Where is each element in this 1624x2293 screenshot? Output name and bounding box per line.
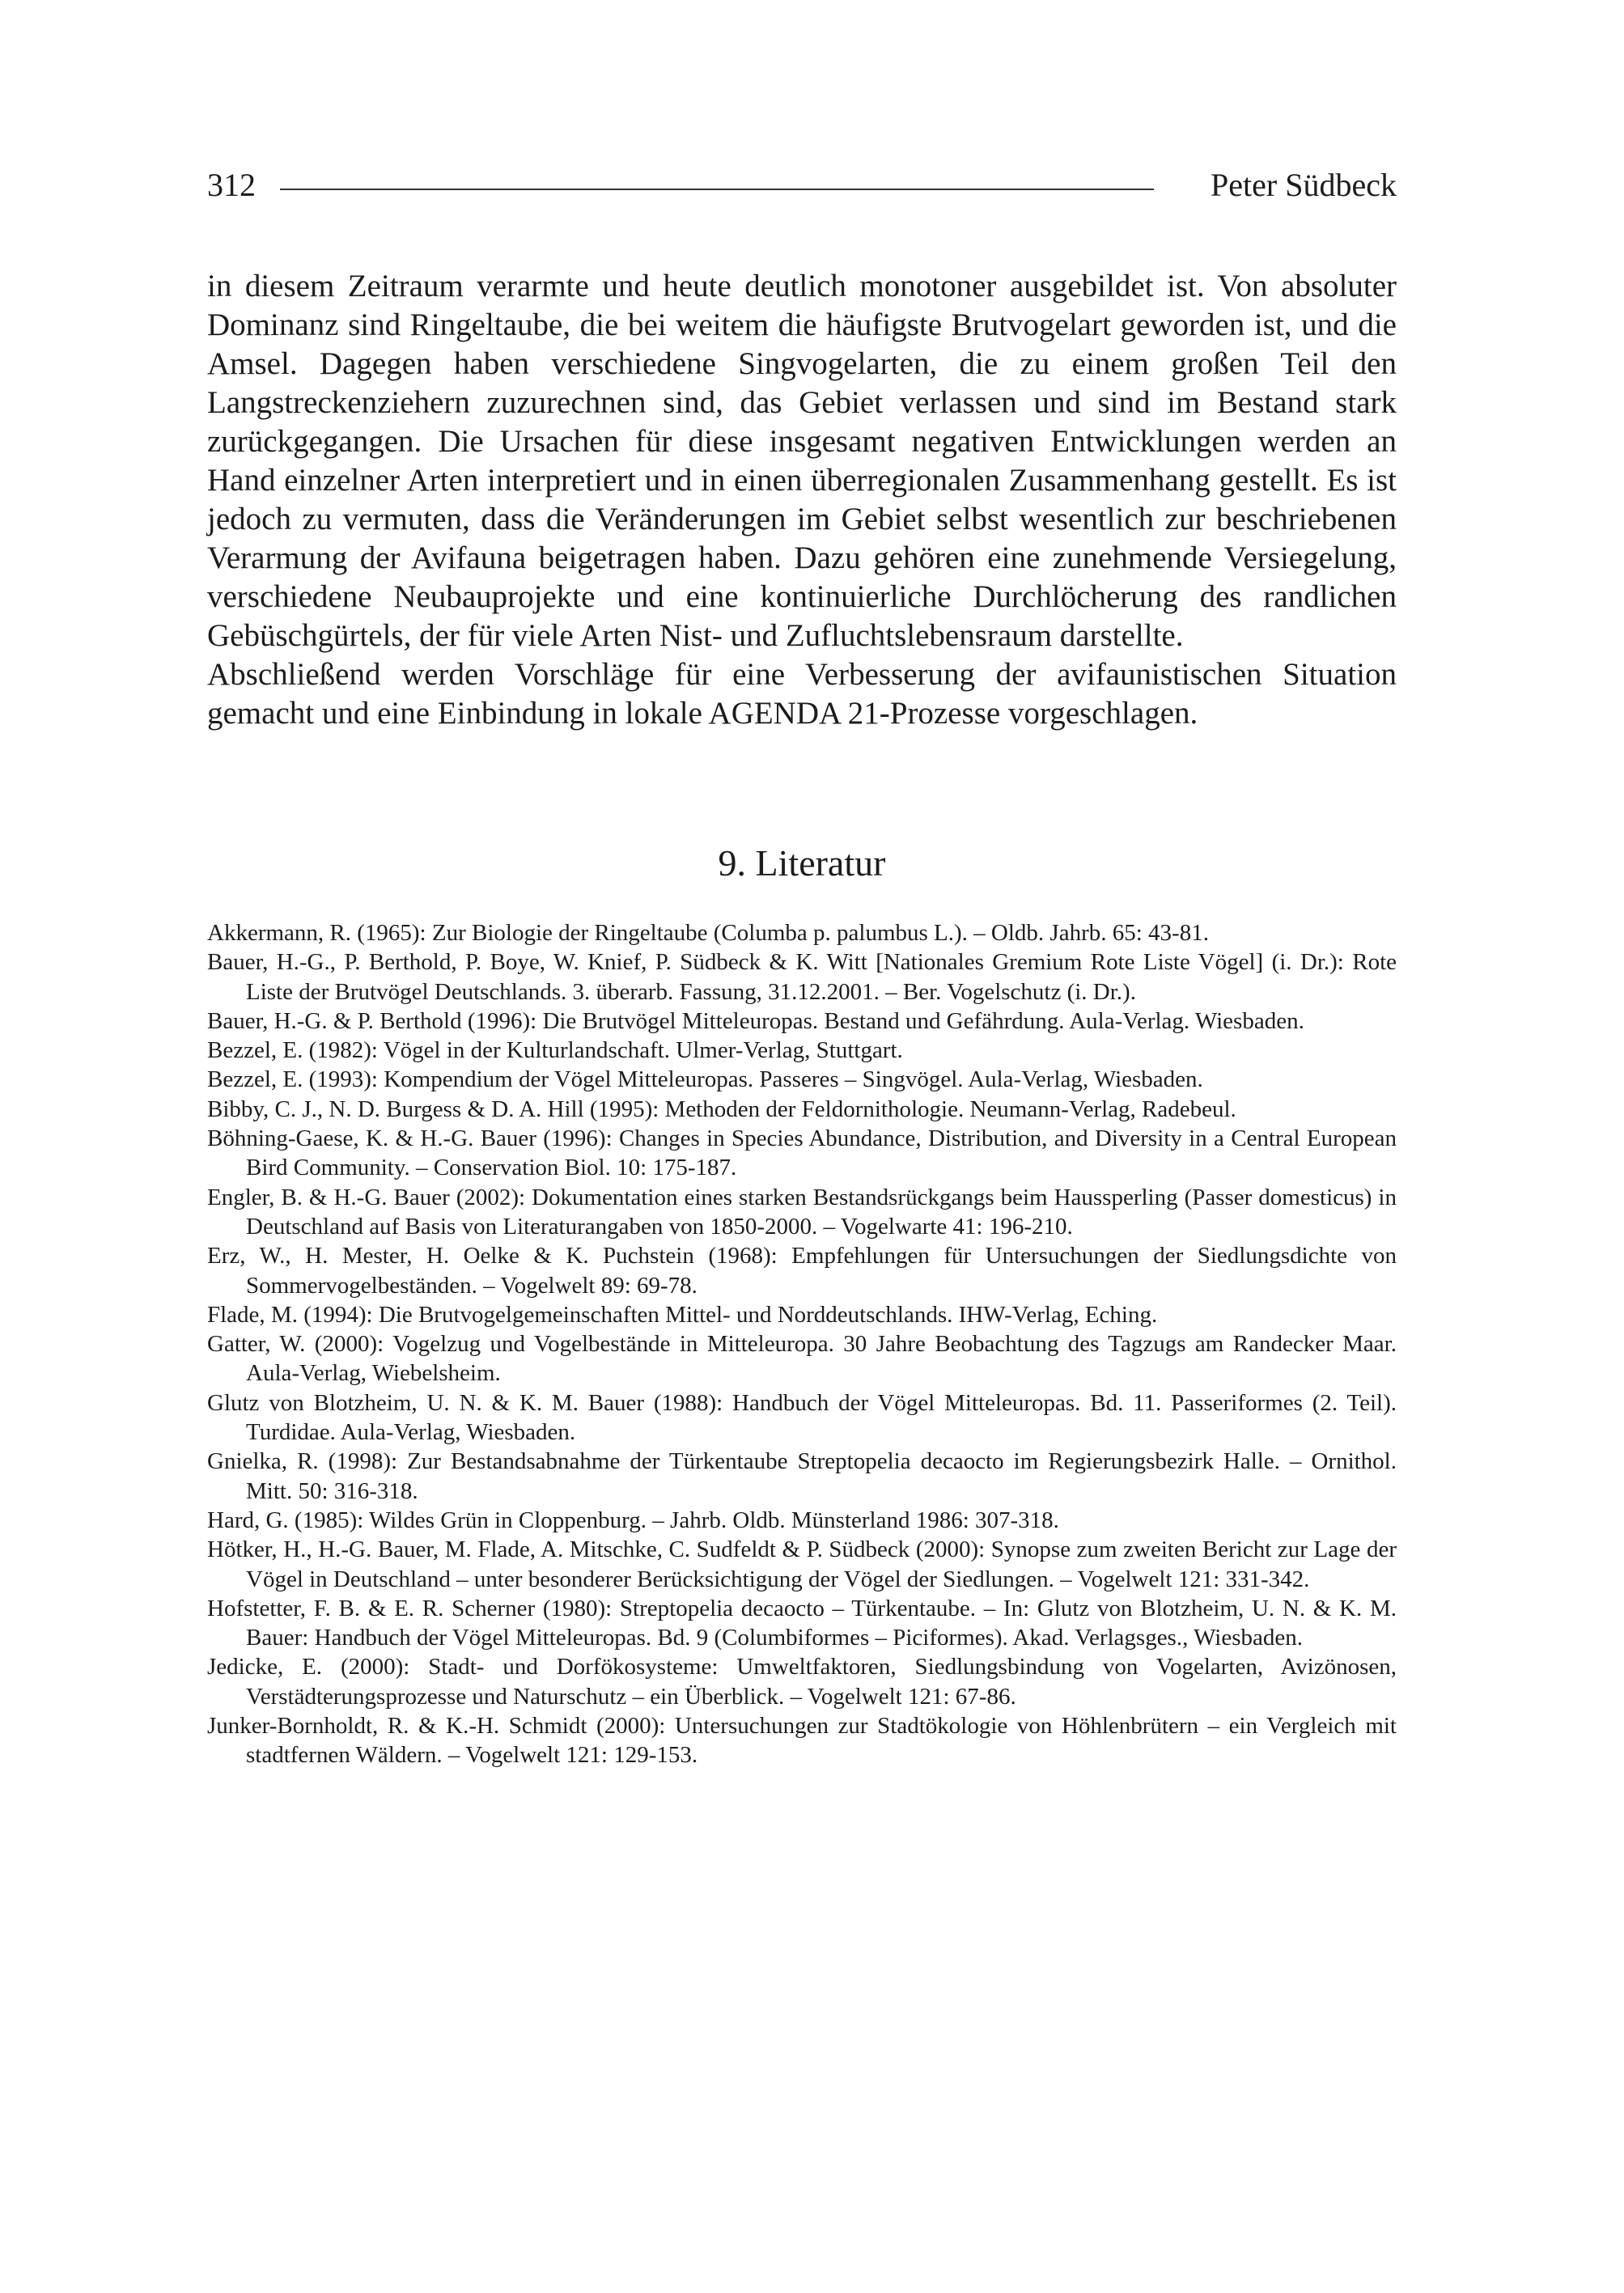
reference-entry: Böhning-Gaese, K. & H.-G. Bauer (1996): Changes in Species Abundance, Distribution, and Diversity in a Central European Bird Community. – Conservation Biol. 10: 175-187. [207,1125,1397,1181]
reference-entry: Gnielka, R. (1998): Zur Bestandsabnahme der Türkentaube Streptopelia decaocto im Regierungsbezirk Halle. – Ornithol. Mitt. 50: 316-318. [207,1448,1397,1504]
reference-entry: Flade, M. (1994): Die Brutvogelgemeinschaften Mittel- und Norddeutschlands. IHW-Verlag, Eching. [207,1301,1158,1328]
reference-entry: Hötker, H., H.-G. Bauer, M. Flade, A. Mitschke, C. Sudfeldt & P. Südbeck (2000): Synopse zum zweiten Bericht zur Lage der Vögel in Deutschland – unter besonderer Berücksichtigung der Vögel der Siedlungen. – Vogelwelt 121: 331-342. [207,1536,1397,1592]
reference-entry: Bezzel, E. (1982): Vögel in der Kulturlandschaft. Ulmer-Verlag, Stuttgart. [207,1037,903,1064]
running-head-author: Peter Südbeck [1211,167,1397,203]
reference-entry: Bibby, C. J., N. D. Burgess & D. A. Hill (1995): Methoden der Feldornithologie. Neumann-Verlag, Radebeul. [207,1096,1236,1122]
section-heading: 9. Literatur [718,842,886,884]
reference-entry: Hard, G. (1985): Wildes Grün in Cloppenburg. – Jahrb. Oldb. Münsterland 1986: 307-318. [207,1507,1059,1533]
reference-entry: Bauer, H.-G. & P. Berthold (1996): Die Brutvögel Mitteleuropas. Bestand und Gefährdung. Aula-Verlag. Wiesbaden. [207,1007,1304,1034]
reference-entry: Jedicke, E. (2000): Stadt- und Dorfökosysteme: Umweltfaktoren, Siedlungsbindung von Vogelarten, Avizönosen, Verstädterungsprozesse und Naturschutz – ein Überblick. – Vogelwelt 121: 67-86. [207,1654,1397,1710]
reference-entry: Junker-Bornholdt, R. & K.-H. Schmidt (2000): Untersuchungen zur Stadtökologie von Höhlenbrütern – ein Vergleich mit stadtfernen Wäldern. – Vogelwelt 121: 129-153. [207,1713,1397,1769]
summary-text [207,267,1397,733]
header-rule [280,189,1154,190]
page-header [207,166,1397,214]
reference-entry: Hofstetter, F. B. & E. R. Scherner (1980): Streptopelia decaocto – Türkentaube. – In: Glutz von Blotzheim, U. N. & K. M. Bauer: Handbuch der Vögel Mitteleuropas. Bd. 9 (Columbiformes – Piciformes). Akad. Verlagsges., Wiesbaden. [207,1595,1397,1651]
reference-list [207,918,1397,1770]
page-number: 312 [207,167,256,203]
reference-entry: Bauer, H.-G., P. Berthold, P. Boye, W. Knief, P. Südbeck & K. Witt [Nationales Gremium Rote Liste Vögel] (i. Dr.): Rote Liste der Brutvögel Deutschlands. 3. überarb. Fassung, 31.12.2001. – Ber. Vogelschutz (i. Dr.). [207,949,1397,1005]
reference-entry: Akkermann, R. (1965): Zur Biologie der Ringeltaube (Columba p. palumbus L.). – Oldb. Jahrb. 65: 43-81. [207,920,1209,946]
reference-entry: Glutz von Blotzheim, U. N. & K. M. Bauer (1988): Handbuch der Vögel Mitteleuropas. Bd. 11. Passeriformes (2. Teil). Turdidae. Aula-Verlag, Wiesbaden. [207,1389,1397,1446]
reference-entry: Erz, W., H. Mester, H. Oelke & K. Puchstein (1968): Empfehlungen für Untersuchungen der Siedlungsdichte von Sommervogelbeständen. – Vogelwelt 89: 69-78. [207,1243,1397,1299]
summary-paragraph-2: Abschließend werden Vorschläge für eine Verbesserung der avifaunistischen Situation gemacht und eine Einbindung in lokale AGENDA 21-Prozesse vorgeschlagen. [207,657,1397,731]
reference-entry: Engler, B. & H.-G. Bauer (2002): Dokumentation eines starken Bestandsrückgangs beim Haussperling (Passer domesticus) in Deutschland auf Basis von Literaturangaben von 1850-2000. – Vogelwarte 41: 196-210. [207,1184,1397,1240]
reference-entry: Gatter, W. (2000): Vogelzug und Vogelbestände in Mitteleuropa. 30 Jahre Beobachtung des Tagzugs am Randecker Maar. Aula-Verlag, Wiebelsheim. [207,1331,1397,1387]
summary-paragraph-1: in diesem Zeitraum verarmte und heute deutlich monotoner ausgebildet ist. Von absoluter Dominanz sind Ringeltaube, die bei weitem die häufigste Brutvogelart geworden ist, und die Amsel. Dagegen haben verschiedene Singvogelarten, die zu einem großen Teil den Langstreckenziehern zuzurechnen sind, das Gebiet verlassen und sind im Bestand stark zurückgegangen. Die Ursachen für diese insgesamt negativen Entwicklungen werden an Hand einzelner Arten interpretiert und in einen überregionalen Zusammenhang gestellt. Es ist jedoch zu vermuten, dass die Veränderungen im Gebiet selbst wesentlich zur beschriebenen Verarmung der Avifauna beigetragen haben. Dazu gehören eine zunehmende Versiegelung, verschiedene Neubauprojekte und eine kontinuierliche Durchlöcherung des randlichen Gebüschgürtels, der für viele Arten Nist- und Zufluchtslebensraum darstellte. [207,269,1397,653]
reference-entry: Bezzel, E. (1993): Kompendium der Vögel Mitteleuropas. Passeres – Singvögel. Aula-Verlag, Wiesbaden. [207,1066,1203,1093]
